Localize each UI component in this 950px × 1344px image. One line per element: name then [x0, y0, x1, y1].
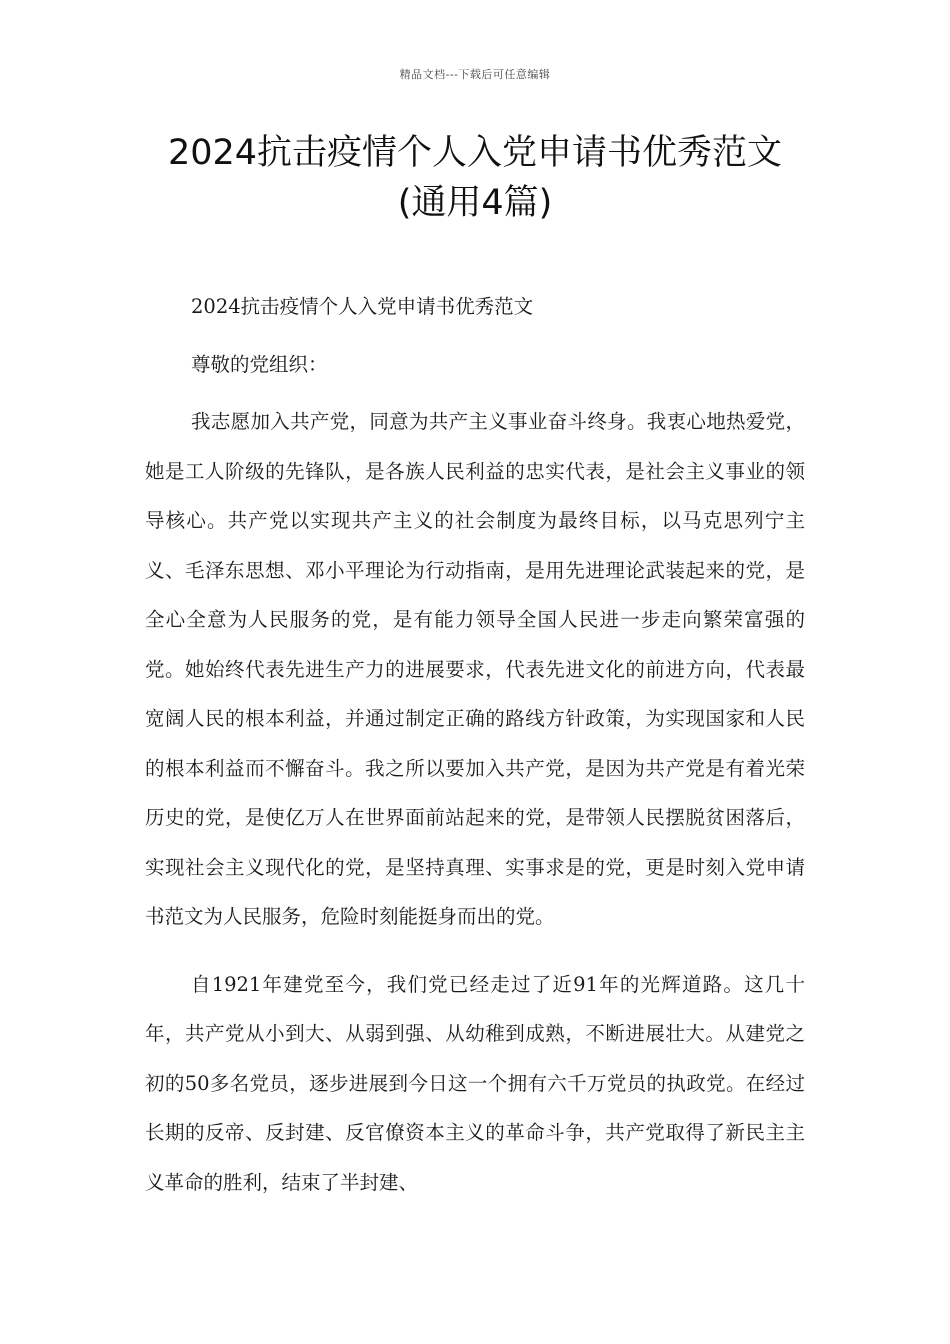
- body-paragraph-2: 自1921年建党至今，我们党已经走过了近91年的光辉道路。这几十年，共产党从小到大、从弱到强、从幼稚到成熟，不断进展壮大。从建党之初的50多名党员，逐步进展到今日这一个拥有六千万党员的执政党。在经过长期的反帝、反封建、反官僚资本主义的革命斗争，共产党取得了新民主主义革命的胜利，结束了半封建、: [145, 972, 805, 1194]
- header-note: 精品文档---下载后可任意编辑: [399, 68, 551, 81]
- body-paragraph-1: 我志愿加入共产党，同意为共产主义事业奋斗终身。我衷心地热爱党，她是工人阶级的先锋队，是各族人民利益的忠实代表，是社会主义事业的领导核心。共产党以实现共产主义的社会制度为最终目标，以马克思列宁主义、毛泽东思想、邓小平理论为行动指南，是用先进理论武装起来的党，是全心全意为人民服务的党，是有能力领导全国人民进一步走向繁荣富强的党。她始终代表先进生产力的进展要求，代表先进文化的前进方向，代表最宽阔人民的根本利益，并通过制定正确的路线方针政策，为实现国家和人民的根本利益而不懈奋斗。我之所以要加入共产党，是因为共产党是有着光荣历史的党，是使亿万人在世界面前站起来的党，是带领人民摆脱贫困落后，实现社会主义现代化的党，是坚持真理、实事求是的党，更是时刻入党申请书范文为人民服务，危险时刻能挺身而出的党。: [145, 410, 805, 928]
- document-body: [145, 282, 805, 1225]
- title-line-2: (通用4篇): [397, 183, 553, 223]
- subtitle: 2024抗击疫情个人入党申请书优秀范文: [191, 295, 534, 318]
- document-title: [80, 128, 870, 228]
- salutation: 尊敬的党组织：: [191, 352, 328, 376]
- title-line-1: 2024抗击疫情个人入党申请书优秀范文: [167, 133, 783, 173]
